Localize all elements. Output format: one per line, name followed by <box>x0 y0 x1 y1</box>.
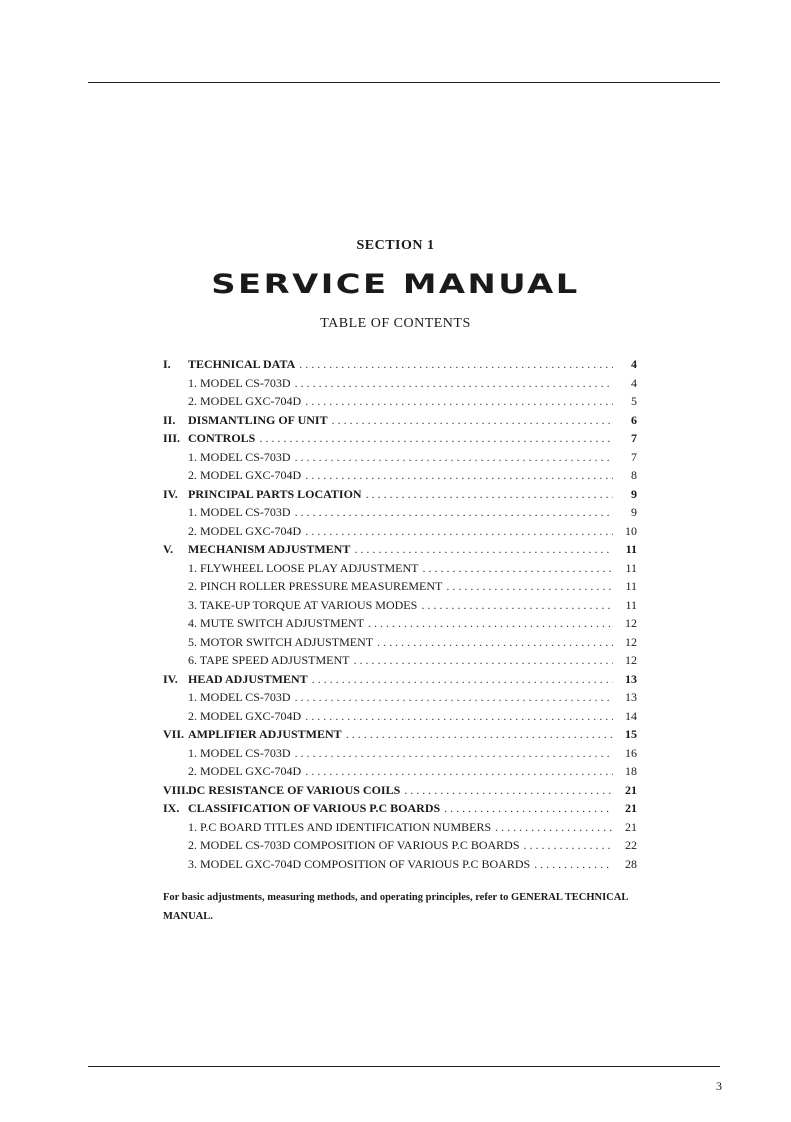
toc-subsection-entry <box>163 596 637 615</box>
dot-leader <box>534 855 613 874</box>
toc-entry-number: IX. <box>163 801 180 815</box>
toc-entry-label: 1. MODEL CS-703D <box>188 745 291 760</box>
toc-entry-label: HEAD ADJUSTMENT <box>188 671 308 686</box>
toc-subsection-entry <box>163 633 637 652</box>
dot-leader <box>295 744 613 763</box>
toc-entry-number: VII. <box>163 727 185 741</box>
toc-entry-label: 1. MODEL CS-703D <box>188 375 291 390</box>
reference-note: For basic adjustments, measuring methods, and operating principles, refer to GENERAL TECHNICAL MANUAL. <box>163 892 628 922</box>
toc-entry-page: 13 <box>625 690 637 704</box>
toc-section-entry <box>163 725 637 744</box>
toc-entry-number: V. <box>163 542 174 556</box>
toc-entry-number: IV. <box>163 486 178 501</box>
dot-leader <box>446 577 613 596</box>
toc-entry-label: 1. FLYWHEEL LOOSE PLAY ADJUSTMENT <box>188 560 419 575</box>
toc-entry-page: 11 <box>625 560 637 575</box>
dot-leader <box>299 355 613 374</box>
dot-leader <box>295 503 613 522</box>
toc-entry-label: AMPLIFIER ADJUSTMENT <box>188 727 342 741</box>
toc-subsection-entry <box>163 559 637 578</box>
dot-leader <box>495 818 613 837</box>
toc-section-entry <box>163 429 637 448</box>
toc-subsection-entry <box>163 522 637 541</box>
toc-entry-page: 16 <box>625 745 637 760</box>
toc-subsection-entry <box>163 855 637 874</box>
dot-leader <box>305 522 613 541</box>
toc-subsection-entry <box>163 374 637 393</box>
dot-leader <box>305 707 613 726</box>
toc-entry-number: IV. <box>163 671 178 686</box>
dot-leader <box>366 485 613 504</box>
toc-section-entry <box>163 485 637 504</box>
toc-entry-label: 1. MODEL CS-703D <box>188 690 291 704</box>
toc-entry-page: 10 <box>625 523 637 538</box>
dot-leader <box>368 614 613 633</box>
toc-entry-page: 4 <box>631 357 637 371</box>
toc-entry-page: 4 <box>631 375 637 390</box>
toc-entry-label: 2. MODEL CS-703D COMPOSITION OF VARIOUS P.C BOARDS <box>188 838 520 852</box>
dot-leader <box>305 466 613 485</box>
toc-subsection-entry <box>163 818 637 837</box>
toc-subsection-entry <box>163 614 637 633</box>
toc-entry-page: 9 <box>631 486 637 501</box>
toc-entry-page: 21 <box>625 782 637 797</box>
toc-subsection-entry <box>163 651 637 670</box>
toc-entry-page: 21 <box>625 819 637 834</box>
toc-subsection-entry <box>163 392 637 411</box>
toc-entry-label: MECHANISM ADJUSTMENT <box>188 542 351 556</box>
toc-heading: TABLE OF CONTENTS <box>320 316 471 331</box>
toc-entry-label: 2. MODEL GXC-704D <box>188 764 302 778</box>
toc-section-entry <box>163 355 637 374</box>
page-title: SERVICE MANUAL <box>211 269 580 300</box>
toc-entry-page: 12 <box>625 653 637 667</box>
toc-entry-label: DISMANTLING OF UNIT <box>188 412 328 427</box>
toc-entry-number: VIII. <box>163 782 189 797</box>
dot-leader <box>295 448 613 467</box>
toc-entry-label: DC RESISTANCE OF VARIOUS COILS <box>188 782 401 797</box>
dot-leader <box>444 799 613 818</box>
toc-entry-page: 28 <box>625 856 637 871</box>
toc-entry-page: 9 <box>631 505 637 519</box>
toc-subsection-entry <box>163 503 637 522</box>
toc-entry-label: 1. MODEL CS-703D <box>188 505 291 519</box>
toc-entry-label: CONTROLS <box>188 431 256 445</box>
section-label: SECTION 1 <box>356 238 435 253</box>
table-of-contents <box>163 355 637 873</box>
dot-leader <box>354 540 613 559</box>
toc-entry-page: 15 <box>625 727 637 741</box>
toc-entry-page: 14 <box>625 708 637 723</box>
dot-leader <box>354 651 613 670</box>
toc-subsection-entry <box>163 448 637 467</box>
dot-leader <box>259 429 613 448</box>
toc-section-entry <box>163 781 637 800</box>
toc-entry-label: 1. P.C BOARD TITLES AND IDENTIFICATION NUMBERS <box>188 819 492 834</box>
toc-entry-number: III. <box>163 431 181 445</box>
toc-subsection-entry <box>163 707 637 726</box>
dot-leader <box>404 781 613 800</box>
toc-entry-label: 6. TAPE SPEED ADJUSTMENT <box>188 653 350 667</box>
toc-subsection-entry <box>163 762 637 781</box>
toc-entry-page: 12 <box>625 616 637 630</box>
toc-entry-number: I. <box>163 357 171 371</box>
toc-entry-page: 13 <box>625 671 637 686</box>
toc-entry-label: 2. MODEL GXC-704D <box>188 708 302 723</box>
toc-entry-page: 6 <box>631 412 637 427</box>
dot-leader <box>295 374 613 393</box>
dot-leader <box>346 725 613 744</box>
toc-section-entry <box>163 411 637 430</box>
toc-entry-label: TECHNICAL DATA <box>188 357 296 371</box>
dot-leader <box>421 596 613 615</box>
dot-leader <box>524 836 613 855</box>
toc-entry-label: 3. MODEL GXC-704D COMPOSITION OF VARIOUS P.C BOARDS <box>188 856 531 871</box>
dot-leader <box>305 762 613 781</box>
dot-leader <box>295 688 613 707</box>
bottom-rule <box>88 1066 720 1067</box>
toc-entry-page: 12 <box>625 634 637 649</box>
toc-entry-label: 3. TAKE-UP TORQUE AT VARIOUS MODES <box>188 597 418 612</box>
toc-section-entry <box>163 670 637 689</box>
toc-entry-page: 18 <box>625 764 637 778</box>
toc-entry-label: 2. MODEL GXC-704D <box>188 523 302 538</box>
toc-entry-label: PRINCIPAL PARTS LOCATION <box>188 486 362 501</box>
dot-leader <box>377 633 613 652</box>
toc-entry-page: 8 <box>631 468 637 482</box>
toc-entry-label: CLASSIFICATION OF VARIOUS P.C BOARDS <box>188 801 441 815</box>
dot-leader <box>305 392 613 411</box>
toc-subsection-entry <box>163 688 637 707</box>
toc-subsection-entry <box>163 744 637 763</box>
toc-entry-page: 22 <box>625 838 637 852</box>
toc-entry-label: 5. MOTOR SWITCH ADJUSTMENT <box>188 634 374 649</box>
toc-subsection-entry <box>163 836 637 855</box>
toc-subsection-entry <box>163 577 637 596</box>
toc-entry-label: 2. PINCH ROLLER PRESSURE MEASUREMENT <box>188 579 443 593</box>
toc-entry-page: 7 <box>631 449 637 464</box>
dot-leader <box>422 559 613 578</box>
toc-entry-page: 11 <box>625 542 637 556</box>
dot-leader <box>332 411 613 430</box>
toc-entry-label: 4. MUTE SWITCH ADJUSTMENT <box>188 616 364 630</box>
toc-entry-label: 2. MODEL GXC-704D <box>188 394 302 408</box>
toc-entry-number: II. <box>163 412 176 427</box>
toc-entry-page: 11 <box>625 579 637 593</box>
toc-entry-page: 21 <box>625 801 637 815</box>
toc-entry-label: 2. MODEL GXC-704D <box>188 468 302 482</box>
page-number: 3 <box>716 1079 722 1093</box>
toc-entry-page: 5 <box>631 394 637 408</box>
top-rule <box>88 82 720 83</box>
toc-section-entry <box>163 799 637 818</box>
toc-entry-page: 7 <box>631 431 637 445</box>
toc-section-entry <box>163 540 637 559</box>
toc-entry-page: 11 <box>625 597 637 612</box>
toc-subsection-entry <box>163 466 637 485</box>
toc-entry-label: 1. MODEL CS-703D <box>188 449 291 464</box>
dot-leader <box>312 670 613 689</box>
